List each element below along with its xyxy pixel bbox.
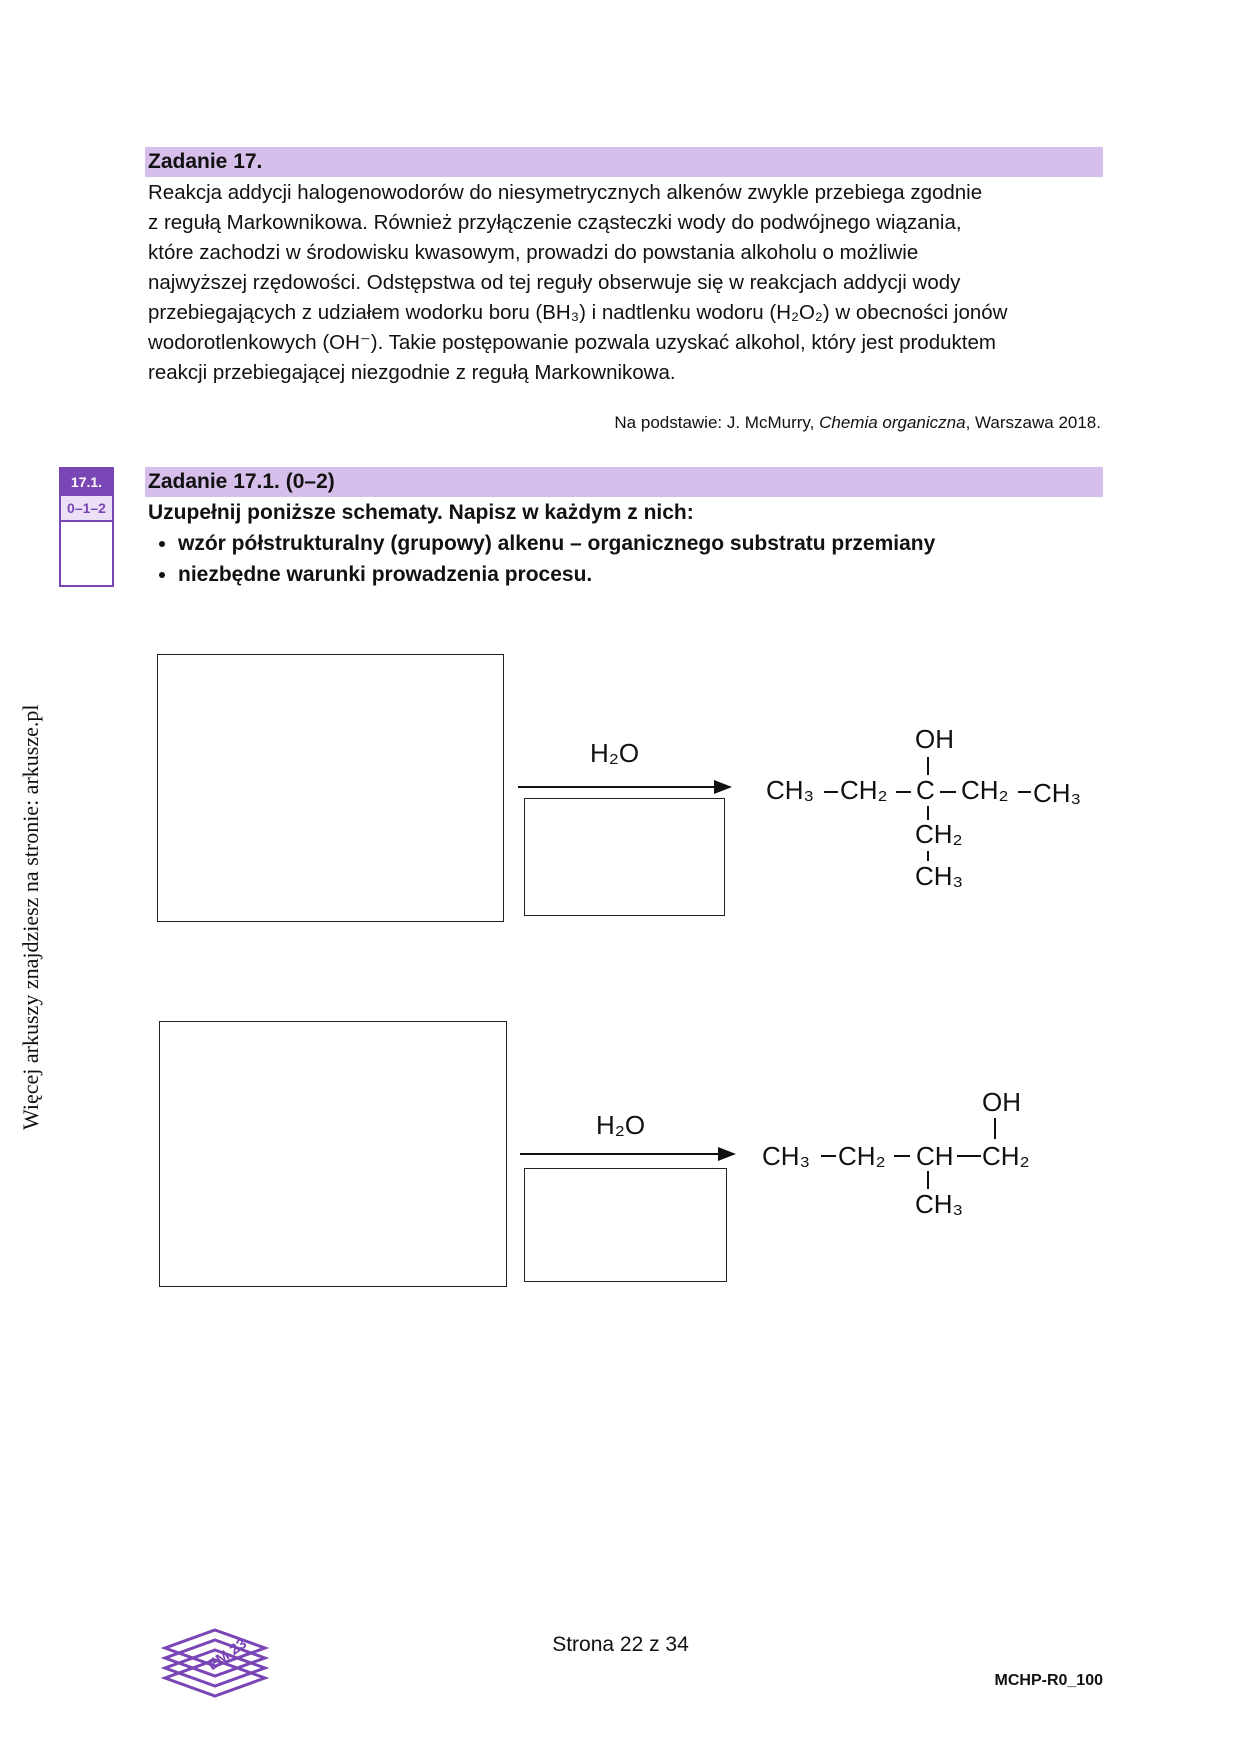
bond xyxy=(927,851,929,861)
atom-ch2: CH₂ xyxy=(915,819,963,849)
intro-line: przebiegających z udziałem wodorku boru (BH₃) i nadtlenku wodoru (H₂O₂) w obecności jonów xyxy=(148,301,1008,324)
intro-line: reakcji przebiegającej niezgodnie z regułą Markownikowa. xyxy=(148,361,676,384)
atom-ch2: CH₂ xyxy=(982,1141,1030,1171)
bond xyxy=(994,1118,996,1139)
source-book-title: Chemia organiczna xyxy=(819,413,966,432)
atom-ch3: CH₃ xyxy=(762,1141,811,1171)
atom-ch2: CH₂ xyxy=(840,775,888,805)
bond xyxy=(824,791,838,793)
subtask-header xyxy=(145,467,1103,497)
instruction-bullets xyxy=(148,528,935,590)
reagent-label-2: H₂O xyxy=(596,1110,646,1140)
reagent-label-1: H₂O xyxy=(590,738,640,768)
bullet-item: • wzór półstrukturalny (grupowy) alkenu – organicznego substratu przemiany xyxy=(178,528,935,559)
exam-code: MCHP-R0_100 xyxy=(994,1672,1103,1689)
task-header xyxy=(145,147,1103,177)
source-citation: Na podstawie: J. McMurry, Chemia organiczna, Warszawa 2018. xyxy=(614,413,1101,432)
intro-line: najwyższej rzędowości. Odstępstwa od tej reguły obserwuje się w reakcjach addycji wody xyxy=(148,271,961,294)
atom-c: C xyxy=(916,775,935,805)
subtask-points: 0–1–2 xyxy=(61,496,112,522)
atom-ch3: CH₃ xyxy=(766,775,815,805)
alkene-answer-box-2[interactable] xyxy=(159,1021,507,1287)
intro-line: Reakcja addycji halogenowodorów do niesymetrycznych alkenów zwykle przebiega zgodnie xyxy=(148,181,983,204)
reaction-arrow-2 xyxy=(520,1153,734,1155)
side-watermark-text: Więcej arkuszy znajdziesz na stronie: arkusze.pl xyxy=(18,704,43,1130)
score-box xyxy=(59,467,114,587)
bond xyxy=(957,1155,981,1157)
subtask-title: Zadanie 17.1. (0–2) xyxy=(148,470,335,493)
atom-ch3: CH₃ xyxy=(1033,778,1082,808)
subtask-number: 17.1. xyxy=(61,469,112,496)
bond xyxy=(940,791,956,793)
atom-ch2: CH₂ xyxy=(961,775,1009,805)
bond xyxy=(927,757,929,775)
task-title: Zadanie 17. xyxy=(148,150,263,173)
alkene-answer-box-1[interactable] xyxy=(157,654,504,922)
atom-ch3: CH₃ xyxy=(915,1189,964,1219)
page-number: Strona 22 z 34 xyxy=(552,1633,689,1656)
atom-ch2: CH₂ xyxy=(838,1141,886,1171)
atom-ch3: CH₃ xyxy=(915,861,964,891)
intro-line: które zachodzi w środowisku kwasowym, prowadzi do powstania alkoholu o możliwie xyxy=(148,241,919,264)
bond xyxy=(896,791,911,793)
atom-ch: CH xyxy=(916,1141,954,1171)
conditions-answer-box-1[interactable] xyxy=(524,798,725,916)
bond xyxy=(1018,791,1031,793)
reaction-arrow-1 xyxy=(518,786,730,788)
conditions-answer-box-2[interactable] xyxy=(524,1168,727,1282)
bond xyxy=(894,1155,910,1157)
atom-oh: OH xyxy=(982,1087,1021,1117)
subtask-instruction xyxy=(148,497,935,590)
bond xyxy=(927,1171,929,1189)
instruction-text: Uzupełnij poniższe schematy. Napisz w każdym z nich: xyxy=(148,501,694,524)
intro-line: wodorotlenkowych (OH⁻). Takie postępowanie pozwala uzyskać alkohol, który jest produktem xyxy=(148,331,996,354)
atom-oh: OH xyxy=(915,724,954,754)
bond xyxy=(821,1155,836,1157)
task-intro xyxy=(148,178,1108,388)
logo-text: EM 23 xyxy=(204,1635,250,1674)
bullet-item: • niezbędne warunki prowadzenia procesu. xyxy=(178,559,935,590)
intro-line: z regułą Markownikowa. Również przyłączenie cząsteczki wody do podwójnego wiązania, xyxy=(148,211,962,234)
bond xyxy=(927,806,929,820)
